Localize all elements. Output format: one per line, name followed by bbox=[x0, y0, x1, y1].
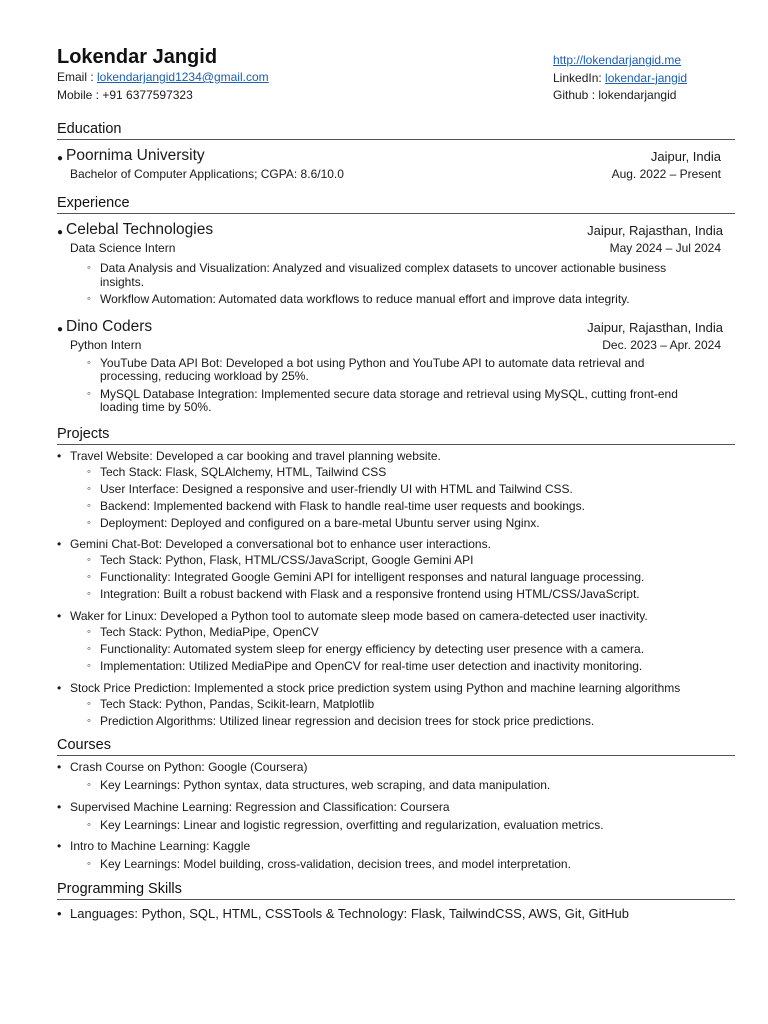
project-item bbox=[57, 609, 735, 674]
bullet-icon: • bbox=[57, 799, 62, 814]
resume-header bbox=[57, 44, 735, 114]
email-line bbox=[57, 69, 269, 87]
list-item: ◦ Integration: Built a robust backend with Flask and a responsive frontend using HTML/CSS/JavaScript. bbox=[87, 588, 707, 602]
bullet-icon: • bbox=[57, 839, 62, 854]
section-divider bbox=[57, 444, 735, 445]
degree-detail: Bachelor of Computer Applications; CGPA: 8.6/10.0 bbox=[70, 167, 344, 181]
section-divider bbox=[57, 213, 735, 214]
list-item: ◦ Deployment: Deployed and configured on a bare-metal Ubuntu server using Nginx. bbox=[87, 517, 707, 531]
section-divider bbox=[57, 899, 735, 900]
education-entry bbox=[57, 146, 735, 166]
course-text: Intro to Machine Learning: Kaggle bbox=[70, 839, 251, 854]
contact-right bbox=[553, 52, 687, 105]
company-name: Dino Coders bbox=[66, 317, 153, 335]
job-role: Data Science Intern bbox=[70, 241, 176, 255]
linkedin-line bbox=[553, 70, 687, 88]
section-divider bbox=[57, 755, 735, 756]
experience-role-row bbox=[57, 240, 735, 256]
list-item: ◦ Tech Stack: Python, MediaPipe, OpenCV bbox=[87, 626, 707, 640]
list-item: ◦ Backend: Implemented backend with Flask to handle real-time user requests and bookings. bbox=[87, 500, 707, 514]
list-item: ◦ Tech Stack: Python, Flask, HTML/CSS/JavaScript, Google Gemini API bbox=[87, 554, 707, 568]
skills-text: Languages: Python, SQL, HTML, CSSTools & Technology: Flask, TailwindCSS, AWS, Git, GitHub bbox=[70, 905, 630, 921]
course-item bbox=[57, 760, 735, 793]
list-item: ◦ Key Learnings: Model building, cross-validation, decision trees, and model interpretation. bbox=[87, 858, 707, 872]
section-divider bbox=[57, 139, 735, 140]
list-item: ◦ Functionality: Integrated Google Gemini API for intelligent responses and natural language processing. bbox=[87, 571, 707, 585]
list-item: ◦ Workflow Automation: Automated data workflows to reduce manual effort and improve data integrity. bbox=[87, 293, 707, 307]
company-name: Celebal Technologies bbox=[66, 221, 214, 238]
project-text: Stock Price Prediction: Implemented a stock price prediction system using Python and machine learning algorithms bbox=[70, 680, 681, 695]
experience-items bbox=[87, 357, 735, 415]
bullet-icon: • bbox=[57, 608, 62, 623]
section-title-projects: Projects bbox=[57, 425, 110, 442]
bullet-icon: ● bbox=[57, 323, 64, 335]
course-text: Crash Course on Python: Google (Coursera) bbox=[70, 760, 308, 775]
bullet-icon: ● bbox=[57, 153, 64, 164]
course-item bbox=[57, 800, 735, 833]
bullet-icon: • bbox=[57, 537, 62, 552]
courses-section bbox=[57, 736, 735, 872]
experience-entry bbox=[57, 220, 735, 240]
education-date: Aug. 2022 – Present bbox=[611, 167, 721, 181]
project-details bbox=[87, 698, 735, 729]
section-title-courses: Courses bbox=[57, 737, 111, 754]
course-list bbox=[57, 760, 735, 872]
skills-section bbox=[57, 880, 735, 922]
list-item: ◦ Implementation: Utilized MediaPipe and OpenCV for real-time user detection and inactivity monitoring. bbox=[87, 660, 707, 674]
bullet-icon: • bbox=[57, 680, 62, 695]
resume-page bbox=[57, 44, 735, 922]
company-location: Jaipur, Rajasthan, India bbox=[587, 223, 723, 238]
section-title-experience: Experience bbox=[57, 195, 130, 211]
job-date: May 2024 – Jul 2024 bbox=[609, 241, 721, 255]
job-role: Python Intern bbox=[70, 337, 142, 352]
list-item: ◦ Tech Stack: Python, Pandas, Scikit-learn, Matplotlib bbox=[87, 698, 707, 712]
email-label: Email : bbox=[57, 70, 98, 84]
project-item bbox=[57, 681, 735, 729]
list-item: ◦ Key Learnings: Linear and logistic regression, overfitting and regularization, evaluation metrics. bbox=[87, 819, 707, 833]
project-text: Travel Website: Developed a car booking and travel planning website. bbox=[70, 448, 441, 463]
experience-items bbox=[87, 262, 735, 307]
list-item: ◦ Prediction Algorithms: Utilized linear regression and decision trees for stock price predictions. bbox=[87, 715, 707, 729]
github-line: Github : lokendarjangid bbox=[553, 88, 677, 102]
education-section bbox=[57, 120, 735, 182]
bullet-icon: • bbox=[57, 448, 62, 463]
skills-item bbox=[57, 906, 735, 922]
course-item bbox=[57, 839, 735, 872]
experience-role-row bbox=[57, 337, 735, 353]
bullet-icon: ● bbox=[57, 227, 64, 238]
linkedin-label: LinkedIn: bbox=[553, 70, 606, 85]
project-details bbox=[87, 554, 735, 602]
projects-section bbox=[57, 425, 735, 729]
course-details bbox=[87, 779, 735, 793]
candidate-name: Lokendar Jangid bbox=[57, 46, 218, 68]
linkedin-link[interactable]: lokendar-jangid bbox=[605, 70, 688, 85]
company-location: Jaipur, Rajasthan, India bbox=[587, 319, 723, 335]
bullet-icon: • bbox=[57, 760, 62, 775]
list-item: ◦ YouTube Data API Bot: Developed a bot using Python and YouTube API to automate data retrieval and processing, reducing workload by 25%. bbox=[87, 357, 707, 384]
list-item: ◦ Tech Stack: Flask, SQLAlchemy, HTML, Tailwind CSS bbox=[87, 466, 707, 480]
mobile-line: Mobile : +91 6377597323 bbox=[57, 87, 193, 102]
list-item: ◦ MySQL Database Integration: Implemented secure data storage and retrieval using MySQL, cutting front-end loading time by 50%. bbox=[87, 388, 707, 415]
list-item: ◦ Key Learnings: Python syntax, data structures, web scraping, and data manipulation. bbox=[87, 779, 707, 793]
experience-entry bbox=[57, 317, 735, 337]
school-name: Poornima University bbox=[66, 147, 205, 164]
project-item bbox=[57, 537, 735, 602]
section-title-skills: Programming Skills bbox=[57, 880, 182, 897]
course-details bbox=[87, 858, 735, 872]
course-details bbox=[87, 819, 735, 833]
contact-left bbox=[57, 69, 269, 104]
list-item: ◦ Functionality: Automated system sleep for energy efficiency by detecting user presence with a camera. bbox=[87, 643, 707, 657]
project-details bbox=[87, 626, 735, 674]
course-text: Supervised Machine Learning: Regression and Classification: Coursera bbox=[70, 799, 450, 814]
education-detail-row bbox=[57, 166, 735, 182]
section-title-education: Education bbox=[57, 121, 122, 137]
email-link[interactable]: lokendarjangid1234@gmail.com bbox=[97, 70, 269, 84]
project-text: Waker for Linux: Developed a Python tool to automate sleep mode based on camera-detected user inactivity. bbox=[70, 608, 648, 623]
bullet-icon: • bbox=[57, 905, 62, 921]
list-item: ◦ Data Analysis and Visualization: Analyzed and visualized complex datasets to uncover actionable business insights. bbox=[87, 262, 707, 289]
school-location: Jaipur, India bbox=[650, 149, 721, 164]
project-details bbox=[87, 466, 735, 531]
project-list bbox=[57, 449, 735, 729]
project-text: Gemini Chat-Bot: Developed a conversational bot to enhance user interactions. bbox=[70, 537, 491, 552]
experience-section bbox=[57, 194, 735, 415]
website-link[interactable]: http://lokendarjangid.me bbox=[553, 53, 682, 67]
job-date: Dec. 2023 – Apr. 2024 bbox=[602, 337, 721, 352]
project-item bbox=[57, 449, 735, 531]
list-item: ◦ User Interface: Designed a responsive and user-friendly UI with HTML and Tailwind CSS. bbox=[87, 483, 707, 497]
